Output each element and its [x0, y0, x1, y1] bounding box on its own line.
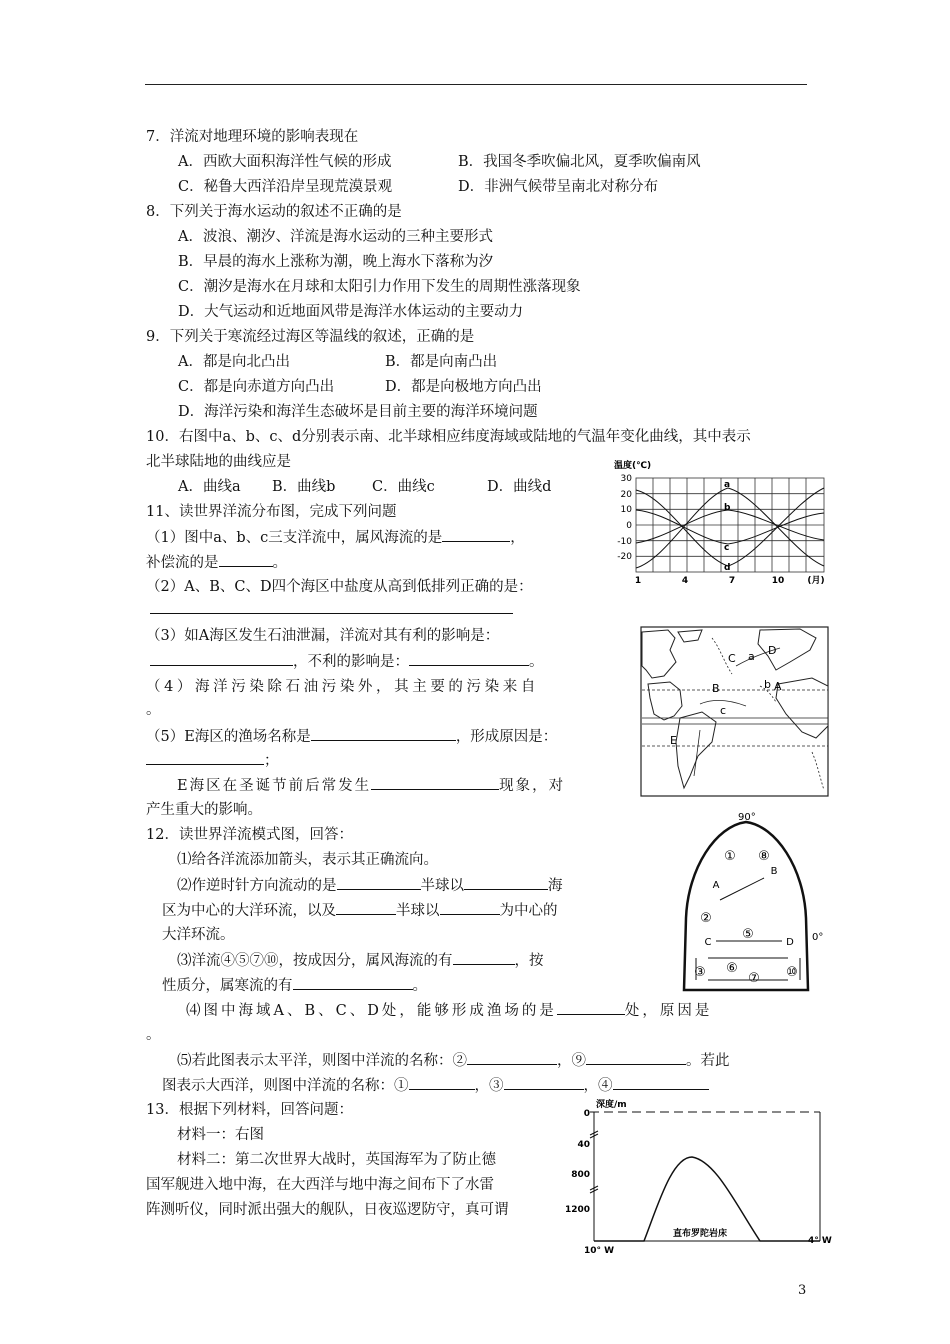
answer-blank[interactable]	[219, 552, 273, 567]
current-2: ②	[700, 911, 712, 926]
q9-option-c: C．都是向赤道方向凸出	[178, 379, 335, 395]
q12-part3-cont: 性质分，属寒流的有 。	[162, 975, 427, 996]
q11-part2: （2）A、B、C、D四个海区中盐度从高到低排列正确的是：	[146, 579, 533, 595]
answer-blank[interactable]	[146, 750, 264, 765]
answer-blank[interactable]	[150, 651, 293, 666]
curve-label-a: a	[724, 480, 731, 490]
sea-area-D: D	[786, 937, 794, 948]
temp-ytick: -10	[617, 537, 632, 547]
answer-blank[interactable]	[467, 1050, 557, 1065]
q11-part5: （5）E海区的渔场名称是 ，形成原因是：	[146, 726, 557, 747]
curve-label-b: b	[724, 503, 731, 513]
answer-blank[interactable]	[464, 875, 548, 890]
east-longitude-label: 4° W	[808, 1236, 832, 1246]
current-5: ⑤	[742, 927, 754, 942]
depth-tick: 800	[571, 1170, 590, 1180]
map-label-B: B	[712, 682, 720, 695]
temp-xtick: 7	[728, 576, 736, 586]
page-number: 3	[798, 1283, 807, 1298]
q8-stem: 8．下列关于海水运动的叙述不正确的是	[146, 204, 402, 220]
q8-option-d: D．大气运动和近地面风带是海洋水体运动的主要动力	[178, 304, 524, 320]
answer-blank[interactable]	[613, 1075, 709, 1090]
depth-ylabel: 深度/m	[596, 1100, 627, 1110]
depth-tick: 0	[583, 1109, 590, 1119]
q10-option-c: C．曲线c	[372, 479, 435, 495]
curve-label-c: c	[724, 543, 730, 553]
temp-xtick: 10	[771, 576, 785, 586]
q12-part1: ⑴给各洋流添加箭头，表示其正确流向。	[177, 852, 438, 868]
header-rule	[145, 84, 807, 85]
q11-part5-cont: ；	[146, 750, 279, 771]
answer-blank[interactable]	[557, 1000, 625, 1015]
temp-xtick: 1	[634, 576, 642, 586]
current-1: ①	[724, 849, 736, 864]
map-label-c: c	[720, 704, 727, 717]
q11-part4: （4）海洋污染除石油污染外，其主要的污染来自	[146, 679, 539, 695]
map-label-C: C	[728, 652, 736, 665]
q13-material2-line3: 阵测听仪，同时派出强大的舰队，日夜巡逻防守，真可谓	[146, 1202, 509, 1218]
sea-area-B: B	[770, 866, 778, 877]
sea-area-C: C	[704, 937, 712, 948]
seabed-caption: 直布罗陀岩床	[672, 1229, 728, 1239]
q12-stem: 12．读世界洋流模式图，回答：	[146, 827, 353, 843]
west-longitude-label: 10° W	[584, 1246, 615, 1256]
q13-stem: 13．根据下列材料，回答问题：	[146, 1102, 353, 1118]
depth-tick: 40	[577, 1140, 590, 1150]
q9-option-b: B．都是向南凸出	[385, 354, 498, 370]
temp-xtick: (月)	[807, 576, 825, 586]
depth-tick: 1200	[564, 1205, 590, 1215]
current-7: ⑦	[748, 971, 760, 986]
q13-material1: 材料一：右图	[177, 1127, 264, 1143]
answer-blank[interactable]	[150, 599, 513, 614]
answer-blank[interactable]	[337, 875, 421, 890]
current-10: ⑩	[786, 965, 798, 980]
q9-option-a: A．都是向北凸出	[178, 354, 290, 370]
ocean-current-model	[676, 808, 832, 992]
q12-part2-cont: 区为中心的大洋环流，以及 半球以 为中心的	[162, 900, 558, 921]
temp-ytick: 0	[626, 521, 632, 531]
q12-part3: ⑶洋流④⑤⑦⑩，按成因分，属风海流的有 ，按	[177, 950, 544, 971]
q11-part1-cont: 补偿流的是 。	[146, 552, 287, 573]
q11-part5-elnino: E海区在圣诞节前后常发生 现象，对	[177, 775, 565, 796]
map-label-E: E	[670, 734, 677, 747]
model-label-90deg: 90°	[738, 812, 756, 823]
q9-option-d: D．都是向极地方向凸出	[385, 379, 542, 395]
q10-stem-line2: 北半球陆地的曲线应是	[146, 454, 291, 470]
answer-blank[interactable]	[586, 1050, 686, 1065]
q12-part5: ⑸若此图表示太平洋，则图中洋流的名称：② ，⑨ 。若此	[177, 1050, 730, 1071]
model-label-0deg: 0°	[812, 932, 824, 943]
gibraltar-depth-figure	[564, 1095, 832, 1265]
q9-stem: 9．下列关于寒流经过海区等温线的叙述，正确的是	[146, 329, 475, 345]
curve-b	[636, 510, 824, 543]
current-8: ⑧	[758, 849, 770, 864]
q7-stem: 7．洋流对地理环境的影响表现在	[146, 129, 359, 145]
q11-part1: （1）图中a、b、c三支洋流中，属风海流的是 ，	[146, 527, 525, 548]
q11-stem: 11、读世界洋流分布图，完成下列问题	[146, 504, 397, 520]
q11-part5-end: 产生重大的影响。	[146, 802, 262, 818]
temp-xtick: 4	[681, 576, 689, 586]
temperature-curve-figure	[608, 458, 830, 586]
answer-blank[interactable]	[311, 726, 456, 741]
q13-material2-line1: 材料二：第二次世界大战时，英国海军为了防止德	[177, 1152, 496, 1168]
temp-ytick: -20	[617, 552, 632, 562]
q11-part3-cont: ，不利的影响是： 。	[150, 651, 544, 672]
current-3: ③	[694, 965, 706, 980]
q12-part4-end: 。	[146, 1027, 161, 1043]
q12-part2: ⑵作逆时针方向流动的是 半球以 海	[177, 875, 563, 896]
q11-part4-end: 。	[146, 702, 161, 718]
q8-option-c: C．潮汐是海水在月球和太阳引力作用下发生的周期性涨落现象	[178, 279, 581, 295]
q8-option-b: B．早晨的海水上涨称为潮，晚上海水下落称为汐	[178, 254, 494, 270]
curve-c	[636, 510, 824, 544]
temp-ytick: 30	[620, 474, 632, 484]
map-label-b: b	[764, 678, 771, 691]
q10-option-a: A．曲线a	[178, 479, 241, 495]
q7-option-a: A．西欧大面积海洋性气候的形成	[178, 154, 392, 170]
q12-part2-end: 大洋环流。	[162, 927, 235, 943]
answer-blank[interactable]	[453, 950, 515, 965]
q8-option-a: A．波浪、潮汐、洋流是海水运动的三种主要形式	[178, 229, 493, 245]
q7-option-c: C．秘鲁大西洋沿岸呈现荒漠景观	[178, 179, 393, 195]
answer-blank[interactable]	[440, 900, 500, 915]
q9-option-e: D．海洋污染和海洋生态破坏是目前主要的海洋环境问题	[178, 404, 538, 420]
answer-blank[interactable]	[409, 651, 529, 666]
map-label-a: a	[748, 650, 755, 663]
q10-stem-line1: 10．右图中a、b、c、d分别表示南、北半球相应纬度海域或陆地的气温年变化曲线，其中表示	[146, 429, 751, 445]
temp-ytick: 10	[620, 505, 632, 515]
q12-part4: ⑷图中海域A、B、C、D处，能够形成渔场的是 处，原因是	[186, 1000, 712, 1021]
answer-blank[interactable]	[336, 900, 396, 915]
temp-ylabel: 温度(℃)	[614, 461, 652, 471]
answer-blank[interactable]	[442, 527, 510, 542]
sea-area-A: A	[712, 880, 720, 891]
answer-blank[interactable]	[371, 775, 499, 790]
q10-option-b: B．曲线b	[272, 479, 336, 495]
q11-part3: （3）如A海区发生石油泄漏，洋流对其有利的影响是：	[146, 628, 500, 644]
q13-material2-line2: 国军舰进入地中海，在大西洋与地中海之间布下了水雷	[146, 1177, 494, 1193]
q7-option-b: B．我国冬季吹偏北风，夏季吹偏南风	[458, 154, 701, 170]
map-label-A: A	[774, 680, 782, 693]
curve-label-d: d	[724, 563, 731, 573]
q7-option-d: D．非洲气候带呈南北对称分布	[458, 179, 659, 195]
q12-part5-cont: 图表示大西洋，则图中洋流的名称：① ，③ ，④	[162, 1075, 709, 1096]
ocean-current-map	[640, 626, 830, 798]
answer-blank[interactable]	[293, 975, 413, 990]
map-label-D: D	[768, 644, 777, 657]
q10-option-d: D．曲线d	[487, 479, 552, 495]
temp-ytick: 20	[620, 490, 632, 500]
answer-blank[interactable]	[504, 1075, 584, 1090]
answer-blank[interactable]	[409, 1075, 475, 1090]
current-6: ⑥	[726, 961, 738, 976]
curve-d	[636, 488, 824, 566]
